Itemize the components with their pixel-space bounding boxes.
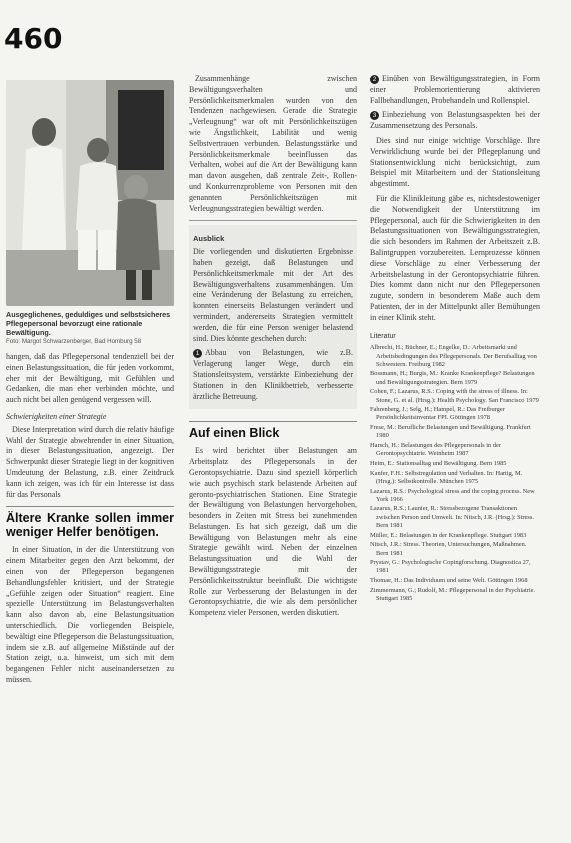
list-item	[370, 110, 540, 132]
literature-list	[370, 344, 540, 603]
paragraph: In einer Situation, in der die Unterstützung von einem Mitarbeiter gegen den Arzt bekommt, der einen von der Pflegeperson begangenen Behandlungsfehler kritisiert, und der Strategie „Gefühle zeigen oder Situation“ reagiert. Eine spezielle Unterstützung im Belastungsverhalten kann also davon ab, eine Belastungsituation unterschiedlich. Die vorliegenden Beispiele, bewältigt eine Pflegeperson die Belastungssituation, indem sie z.B. auf allgemeine Mißstände auf der Station zeigt, u.a. hinweist, um sich mit dem begangenen Fehler nicht auseinandersetzen zu müssen.	[6, 545, 174, 684]
section-heading: Auf einen Blick	[189, 421, 357, 440]
literature-item: Harsch, H.: Belastungen des Pflegepersonals in der Gerontopsychiatrie. Weinheim 1987	[370, 442, 501, 458]
column-right	[370, 74, 540, 605]
literature-item: Nitsch, J.R.: Stress. Theorien, Untersuchungen, Maßnahmen. Bern 1981	[370, 541, 527, 557]
list-item-text: Einbeziehung von Belastungsaspekten bei der Zusammensetzung des Personals.	[370, 110, 540, 131]
outlook-box	[189, 225, 357, 409]
paragraph: Die vorliegenden und diskutierten Ergebnisse haben gezeigt, daß Belastungen und Persönlichkeitsmerkmale mit der Art des Bewältigungsverhaltens zusammenhängen. Um eine Veränderung der Belastung zu erreichen, konnten einerseits Belastungen verändert und vermindert, andererseits Strategien vermittelt werden, die für eine Person weniger belastend sind. Dies könnte geschehen durch:	[193, 247, 353, 343]
photo-illustration	[6, 80, 174, 306]
literature-item: Lazarus, R.S.; Launier, R.: Stressbezogene Transaktionen zwischen Person und Umwelt. In: Nitsch, J.R. (Hrsg.): Stress. Bern 1981	[370, 505, 534, 529]
literature-item: Prystav, G.: Psychologische Copingforschung. Diagnostica 27, 1981	[370, 559, 531, 575]
page-number: 460	[4, 22, 63, 55]
outlook-title: Ausblick	[193, 234, 225, 244]
literature-item: Fahrenberg, J.; Selg, H.; Hampel, R.: Das Freiburger Persönlichkeitsinventar FPI. Göttingen 1978	[370, 406, 505, 422]
list-item-text: Abbau von Belastungen, wie z.B. Verlagerung langer Wege, durch ein Stationsleitsystem, verstärkte Einbeziehung der Stationen in den Klinikbetrieb, verbesserte ärztliche Betreuung.	[193, 348, 353, 401]
photo-nurses-patient	[6, 80, 174, 306]
column-middle	[189, 74, 357, 623]
column-left	[6, 352, 174, 690]
paragraph: Es wird berichtet über Belastungen am Arbeitsplatz des Pflegepersonals in der Gerontopsychiatrie. Dazu sind speziell körperlich wie auch psychisch stark belastende Arbeiten auf geronto-psychiatrischen Stationen. Eine Strategie der Bewältigung von Belastungen hervorgehoben, besonders in Zeiten mit Stress bei zunehmenden Belastungen. Es hat sich gezeigt, daß um die Bewältigung von Belastungen mehr als eine Strategie gewählt wird. Neben der einzelnen Belastungssituation und die Wahl der Bewältigungsstrategie mit der Persönlichkeitsstruktur beeinflußt. Die wichtigste Rolle zur Verbesserung der Belastungen in der Gerontopsychiatrie, die wie als dem persönlicher Kompetenz vieler Personen, werden diskutiert.	[189, 446, 357, 618]
caption-credit: Foto: Margot Schwarzenberger, Bad Homburg 58	[6, 338, 142, 345]
literature-item: Müller, E.: Belastungen in der Krankenpflege. Stuttgart 1983	[370, 531, 527, 539]
paragraph: Für die Klinikleitung gäbe es, nichtsdestoweniger die Notwendigkeit der Unterstützung im Pflegepersonal, auch für die Schwierigkeiten in den Belastungssituationen von Bewältigungsstrategien, die sich besonders im Rahmen der Arbeitszeit z.B. Balintgruppen vorzubereiten. Lernprozesse können diese Vorschläge zu einer Verbesserung der Arbeitsbelastung in der Gerontopsychiatrie führen. Dies kommt dann nicht nur den Pflegepersonen zugute, sondern in besonderem Maße auch dem Patienten, der in der Mittelpunkt aller Bemühungen in einer Klinik steht.	[370, 193, 540, 322]
literature-item: Cohen, F.; Lazarus, R.S.: Coping with the stress of illness. In: Stone, G. et al. (Hrsg.): Health Psychology. San Francisco 1979	[370, 388, 539, 404]
list-item	[370, 74, 540, 106]
section-heading: Ältere Kranke sollen immer weniger Helfer benötigen.	[6, 506, 174, 539]
list-item-text: Einüben von Bewältigungsstrategien, in Form einer Problemorientierung aktivieren Fallbehandlungen, Probehandeln und Rollenspiel.	[370, 74, 540, 105]
caption-title: Ausgeglichenes, geduldiges und selbstsicheres Pflegepersonal bevorzugt eine rationale Bewältigung.	[6, 310, 171, 337]
number-bullet-icon: 1	[193, 349, 202, 358]
literature-item: Lazarus, R.S.: Psychological stress and the coping process. New York 1966	[370, 487, 535, 503]
paragraph: Dies sind nur einige wichtige Vorschläge. Ihre Verwirklichung wurde bei der Pflegeplanung und Stationsentwicklung nicht berücksichtigt, zum Beispiel mit Mitarbeitern und der Stationsleitung abgestimmt.	[370, 135, 540, 189]
subheading: Schwierigkeiten einer Strategie	[6, 411, 107, 421]
divider	[189, 220, 357, 221]
photo-caption	[6, 310, 178, 346]
paragraph: Diese Interpretation wird durch die relativ häufige Wahl der Strategie abwehrender in einer Situation, in dieser Belastungssituation, angezeigt. Der Schwerpunkt dieser Strategie liegt in der kognitiven Umdeutung der Belastung, z.B. einer Zeitdruck kann ich zeigen, was ich für ein Interesse ist dass für das Personals	[6, 424, 174, 499]
paragraph: Zusammenhänge zwischen Bewältigungsverhalten und Persönlichkeitsmerkmalen wurden von den Tendenzen nachgewiesen. Gerade die Strategie „Verleugnung“ war oft mit Persönlichkeitszügen wie Ängstlichkeit, Labilität und wenig Selbstvertrauen verbunden. Belastungsstärke und Persönlichkeitsmerkmale beeinflussen das Verhalten, wobei auf die Art der Bewältigung kann man davon ausgehen, daß zentrale Zeit-, Rollen- und Konkurrenzprobleme von Personen mit den genannten Persönlichkeitszügen mit Verleugnungsstrategien bewältigt werden.	[189, 74, 357, 213]
literature-item: Kanfer, F.H.: Selbstregulation und Verhalten. In: Hartig, M. (Hrsg.): Selbstkontrolle. München 1975	[370, 469, 523, 485]
literature-heading: Literatur	[370, 332, 396, 340]
literature-item: Thomae, H.: Das Individuum und seine Welt. Göttingen 1968	[370, 577, 528, 585]
literature-item: Frese, M.: Berufliche Belastungen und Bewältigung. Frankfurt 1980	[370, 424, 531, 440]
paragraph: hangen, daß das Pflegepersonal tendenziell bei der einen Belastungssituation, die für jeden vorkommt, eher mit der Bewältigung, mit Gefühlen und Gedanken, die man eher verbinden möchte, und auch nicht bei allen genügend vergessen will.	[6, 352, 174, 405]
literature-item: Heim, E.: Stationsalltag und Bewältigung. Bern 1985	[370, 459, 507, 467]
literature-item: Albrecht, H.; Büchner, E.; Engelke, D.: Arbeitsmarkt und Arbeitsbedingungen des Pflegepersonals. Der Berufsalltag von Schwestern. Freiburg 1982	[370, 344, 537, 368]
literature-item: Zimmermann, G.; Rudolf, M.: Pflegepersonal in der Psychiatrie. Stuttgart 1985	[370, 586, 536, 603]
list-item	[193, 348, 353, 402]
literature-item: Bossmann, H.; Burgis, M.: Kranke Krankenpflege? Belastungen und Bewältigungsstrategien. Bern 1979	[370, 370, 535, 386]
number-bullet-icon: 2	[370, 75, 379, 84]
number-bullet-icon: 3	[370, 111, 379, 120]
